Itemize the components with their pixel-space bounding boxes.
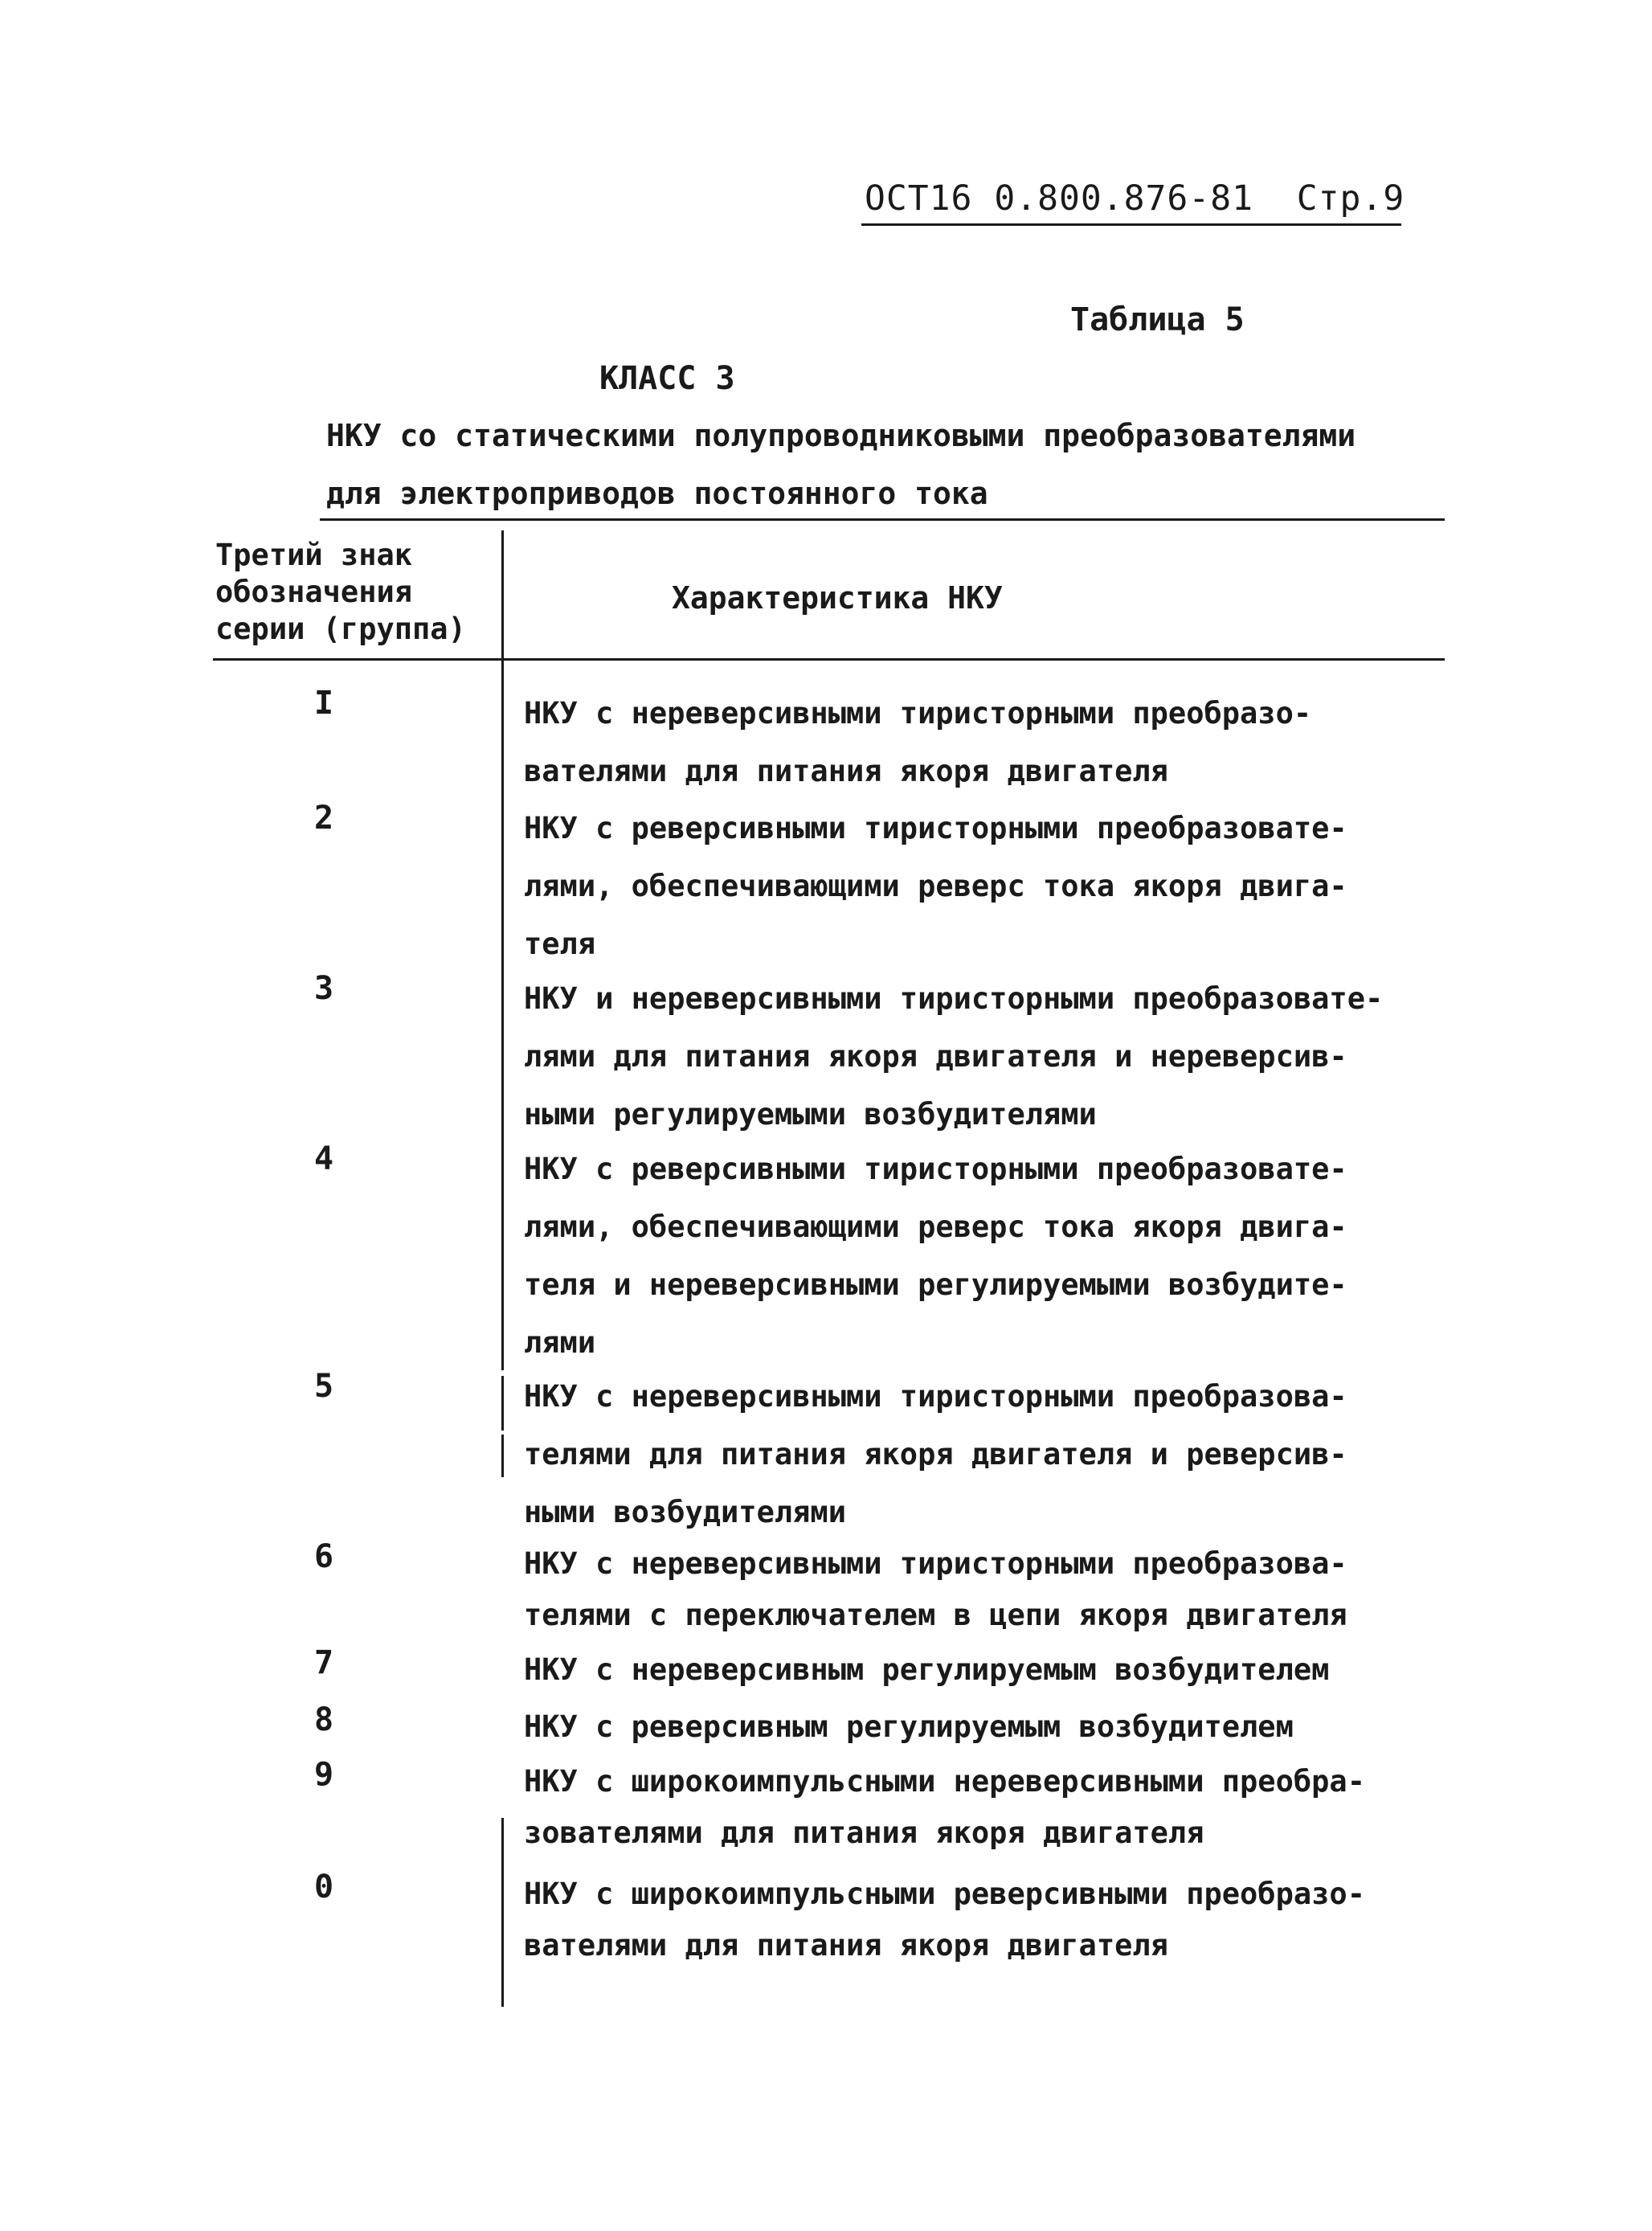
row-description: НКУ с нереверсивными тиристорными преобразова- телями для питания якоря двигателя и реверсив- ными возбудителями: [524, 1379, 1347, 1529]
row-group-number: I: [313, 685, 334, 722]
column-header-group: Третий знак обозначения серии (группа): [215, 538, 466, 646]
row-description: НКУ с нереверсивным регулируемым возбудителем: [524, 1652, 1330, 1687]
table-label: Таблица 5: [1070, 301, 1245, 338]
column-divider: [501, 530, 504, 1370]
row-description: НКУ с широкоимпульсными реверсивными преобразо- вателями для питания якоря двигателя: [524, 1877, 1365, 1963]
row-group-number: 6: [313, 1538, 334, 1575]
subtitle-line-1: НКУ со статическими полупроводниковыми преобразователями: [326, 418, 1356, 453]
row-description: НКУ с реверсивными тиристорными преобразовате- лями, обеспечивающими реверс тока якоря двига- теля и нереверсивными регулируемыми возбудите- лями: [524, 1152, 1347, 1360]
page-number: Стр.9: [1296, 178, 1405, 219]
row-group-number: 9: [313, 1756, 334, 1793]
document-code: ОСТ16 0.800.876-81: [865, 178, 1253, 219]
table-header-rule: [213, 658, 1445, 661]
subtitle-line-2: для электроприводов постоянного тока: [326, 476, 988, 511]
class-title: КЛАСС 3: [599, 360, 735, 397]
row-group-number: 2: [313, 800, 334, 837]
column-divider-segment: [501, 1818, 504, 2007]
row-group-number: 7: [313, 1644, 334, 1681]
row-group-number: 0: [313, 1869, 334, 1906]
row-group-number: 4: [313, 1140, 334, 1177]
row-description: НКУ с реверсивным регулируемым возбудителем: [524, 1709, 1294, 1744]
header-code: [865, 178, 1405, 219]
row-group-number: 3: [313, 970, 334, 1007]
column-header-characteristic: Характеристика НКУ: [672, 580, 1003, 616]
column-divider-segment: [501, 1376, 504, 1431]
header-underline: [861, 223, 1401, 226]
row-description: НКУ с реверсивными тиристорными преобразовате- лями, обеспечивающими реверс тока якоря двига- теля: [524, 811, 1347, 961]
row-group-number: 8: [313, 1701, 334, 1738]
row-group-number: 5: [313, 1368, 334, 1405]
row-description: НКУ с нереверсивными тиристорными преобразова- телями с переключателем в цепи якоря двигателя: [524, 1546, 1347, 1632]
row-description: НКУ с широкоимпульсными нереверсивными преобра- зователями для питания якоря двигателя: [524, 1764, 1365, 1850]
row-description: НКУ и нереверсивными тиристорными преобразовате- лями для питания якоря двигателя и нереверсив- ными регулируемыми возбудителями: [524, 981, 1384, 1132]
row-description: НКУ с нереверсивными тиристорными преобразо- вателями для питания якоря двигателя: [524, 696, 1312, 788]
column-divider-segment: [501, 1435, 504, 1477]
table-top-rule: [320, 518, 1445, 521]
